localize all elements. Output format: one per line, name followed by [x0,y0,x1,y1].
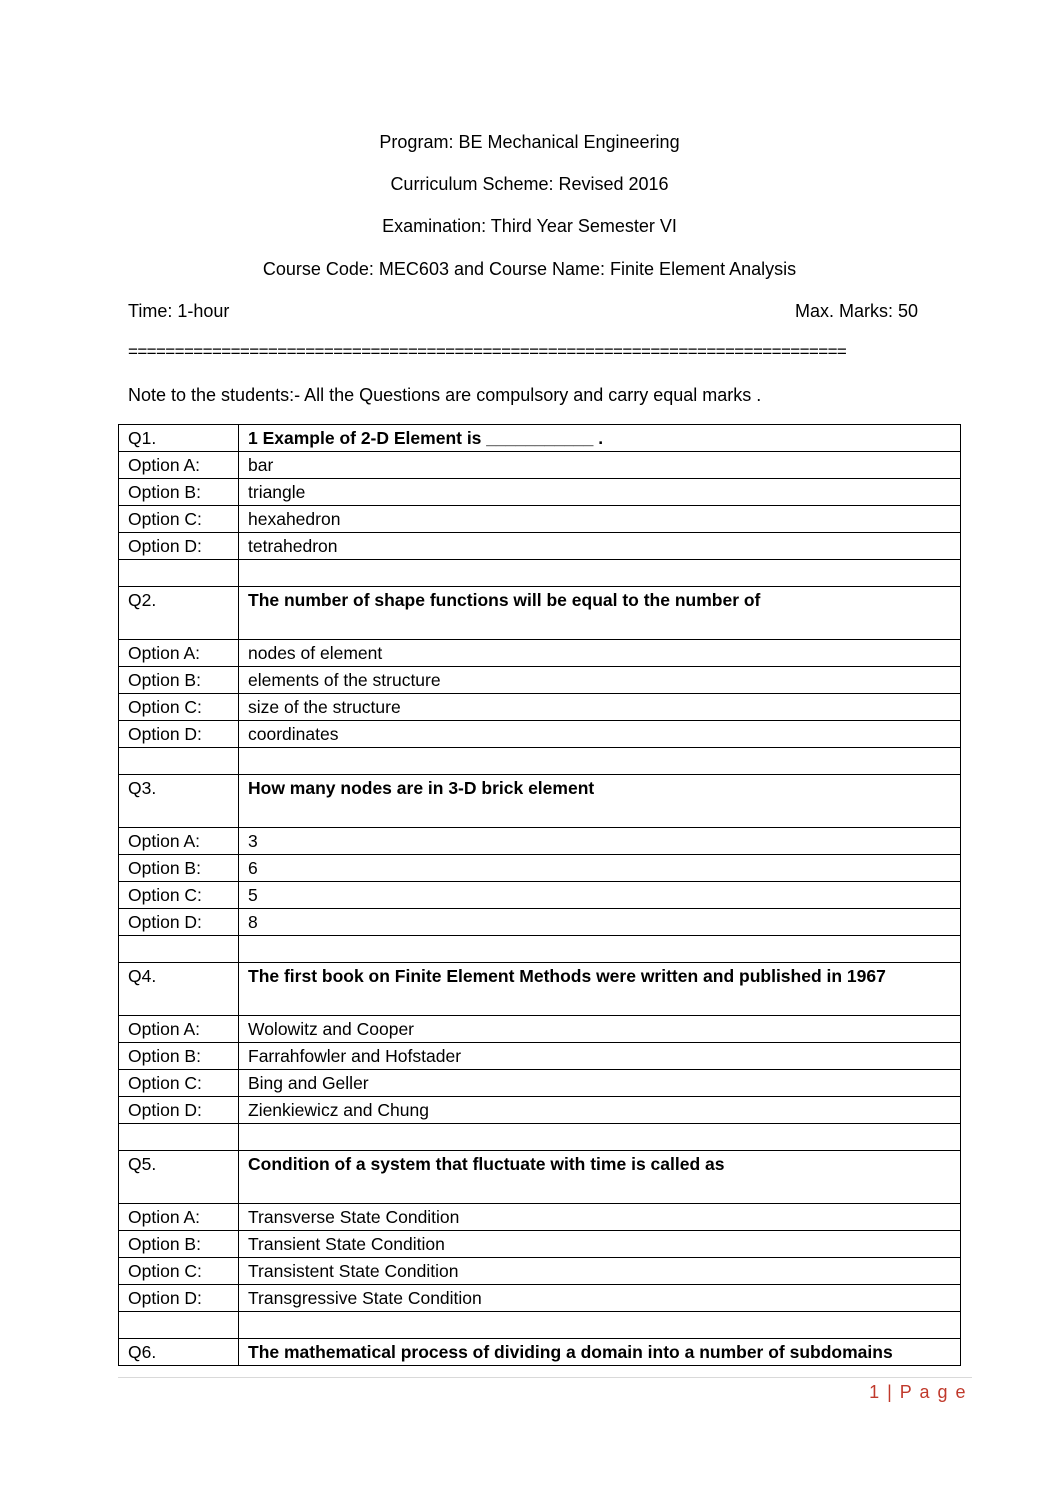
spacer-row [119,936,961,963]
option-row [119,828,961,855]
option-label: Option D: [119,1097,239,1124]
max-marks-text: Max. Marks: 50 [794,301,918,321]
spacer-cell [239,1312,961,1339]
exam-line: Examination: Third Year Semester VI [382,216,677,236]
option-label: Option D: [119,909,239,936]
option-text: coordinates [239,721,961,748]
spacer-cell [119,1312,239,1339]
option-row [119,1043,961,1070]
question-text: The first book on Finite Element Methods were written and published in 1967 [239,963,961,1016]
option-text: nodes of element [239,640,961,667]
option-text: Transgressive State Condition [239,1285,961,1312]
option-text: 3 [239,828,961,855]
option-row [119,882,961,909]
question-text: How many nodes are in 3-D brick element [239,775,961,828]
note-to-students: Note to the students:- All the Questions are compulsory and carry equal marks . [128,385,762,405]
time-marks-line [128,300,918,322]
option-text: 8 [239,909,961,936]
option-text: triangle [239,479,961,506]
option-label: Option A: [119,1016,239,1043]
option-row [119,1097,961,1124]
option-row [119,1204,961,1231]
option-text: Farrahfowler and Hofstader [239,1043,961,1070]
question-row [119,963,961,1016]
question-text: The number of shape functions will be equal to the number of [239,587,961,640]
spacer-cell [119,560,239,587]
option-label: Option B: [119,855,239,882]
option-label: Option A: [119,828,239,855]
option-text: tetrahedron [239,533,961,560]
option-text: Bing and Geller [239,1070,961,1097]
spacer-cell [239,748,961,775]
question-number: Q2. [119,587,239,640]
option-row [119,667,961,694]
footer-divider [118,1377,972,1378]
option-label: Option B: [119,667,239,694]
option-text: 6 [239,855,961,882]
option-text: size of the structure [239,694,961,721]
option-row [119,909,961,936]
question-text: Condition of a system that fluctuate with time is called as [239,1151,961,1204]
option-text: Transistent State Condition [239,1258,961,1285]
option-row [119,640,961,667]
spacer-cell [239,1124,961,1151]
question-number: Q1. [119,425,239,452]
spacer-row [119,560,961,587]
option-label: Option D: [119,1285,239,1312]
spacer-cell [239,936,961,963]
separator-line: ============================================================================= [128,342,847,361]
question-number: Q3. [119,775,239,828]
option-text: elements of the structure [239,667,961,694]
option-row [119,452,961,479]
option-row [119,694,961,721]
option-text: hexahedron [239,506,961,533]
scheme-line: Curriculum Scheme: Revised 2016 [390,174,669,194]
spacer-cell [119,1124,239,1151]
course-line: Course Code: MEC603 and Course Name: Finite Element Analysis [262,259,797,279]
question-text: The mathematical process of dividing a domain into a number of subdomains [239,1339,961,1366]
option-label: Option A: [119,1204,239,1231]
option-row [119,1258,961,1285]
option-text: Transverse State Condition [239,1204,961,1231]
question-number: Q5. [119,1151,239,1204]
time-text: Time: 1-hour [128,301,230,321]
option-text: Zienkiewicz and Chung [239,1097,961,1124]
option-label: Option D: [119,533,239,560]
page-number: 1 | P a g e [869,1382,967,1402]
question-row [119,775,961,828]
option-row [119,1285,961,1312]
question-row [119,1339,961,1366]
option-label: Option A: [119,452,239,479]
option-label: Option C: [119,882,239,909]
option-label: Option D: [119,721,239,748]
option-row [119,506,961,533]
question-number: Q4. [119,963,239,1016]
spacer-cell [119,748,239,775]
option-row [119,721,961,748]
question-number: Q6. [119,1339,239,1366]
option-text: 5 [239,882,961,909]
option-row [119,533,961,560]
question-row [119,425,961,452]
question-text: 1 Example of 2-D Element is ___________ . [239,425,961,452]
question-row [119,587,961,640]
option-label: Option B: [119,1231,239,1258]
option-row [119,1070,961,1097]
option-row [119,1016,961,1043]
question-row [119,1151,961,1204]
spacer-cell [119,936,239,963]
option-label: Option A: [119,640,239,667]
option-row [119,479,961,506]
question-table [118,424,961,1366]
spacer-cell [239,560,961,587]
option-label: Option C: [119,506,239,533]
option-label: Option B: [119,1043,239,1070]
program-line: Program: BE Mechanical Engineering [379,132,680,152]
spacer-row [119,1124,961,1151]
option-label: Option C: [119,694,239,721]
option-label: Option C: [119,1070,239,1097]
option-text: Wolowitz and Cooper [239,1016,961,1043]
option-row [119,855,961,882]
option-text: bar [239,452,961,479]
option-label: Option B: [119,479,239,506]
spacer-row [119,1312,961,1339]
option-row [119,1231,961,1258]
option-text: Transient State Condition [239,1231,961,1258]
spacer-row [119,748,961,775]
option-label: Option C: [119,1258,239,1285]
